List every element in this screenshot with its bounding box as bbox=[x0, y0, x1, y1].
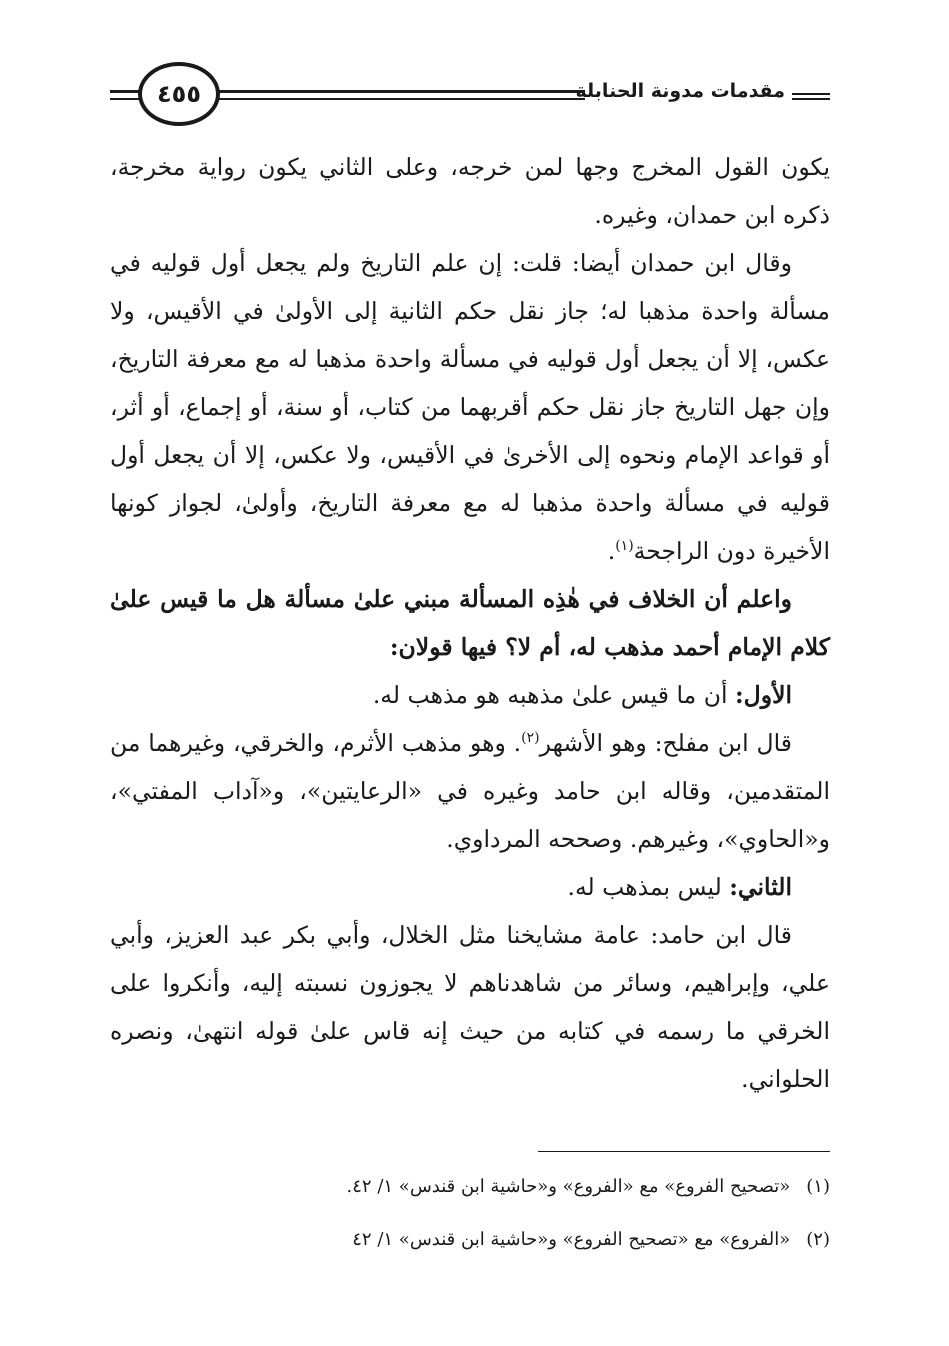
footnote bbox=[110, 1213, 830, 1266]
header-rule bbox=[210, 90, 585, 100]
footnote-text: «الفروع» مع «تصحيح الفروع» و«حاشية ابن قندس» ١/ ٤٢ bbox=[352, 1229, 791, 1250]
page-number: ٤٥٥ bbox=[138, 62, 220, 126]
paragraph-text: قال ابن مفلح: وهو الأشهر bbox=[539, 729, 792, 757]
footnotes bbox=[110, 1160, 830, 1266]
header-ornament-right bbox=[792, 93, 830, 100]
paragraph bbox=[110, 863, 830, 911]
second-opinion-label: الثاني: bbox=[729, 873, 792, 901]
paragraph bbox=[110, 239, 830, 575]
paragraph-text: . وهو مذهب الأثرم، والخرقي، وغيرهما من المتقدمين، وقاله ابن حامد وغيره في «الرعايتين»، و«آداب المفتي»، و«الحاوي»، وغيرهم. وصححه المرداوي. bbox=[110, 729, 830, 853]
footnote-separator bbox=[538, 1151, 830, 1152]
paragraph-text: ليس بمذهب له. bbox=[567, 873, 730, 901]
page-header bbox=[110, 62, 830, 122]
first-opinion-label: الأول: bbox=[734, 681, 792, 709]
footnote-number: (٢) bbox=[806, 1229, 830, 1250]
punctuation: . bbox=[607, 537, 616, 565]
paragraph: يكون القول المخرج وجها لمن خرجه، وعلى الثاني يكون رواية مخرجة، ذكره ابن حمدان، وغيره. bbox=[110, 153, 830, 229]
footnote-ref: (١) bbox=[615, 538, 634, 555]
paragraph: قال ابن حامد: عامة مشايخنا مثل الخلال، وأبي بكر عبد العزيز، وأبي علي، وإبراهيم، وسائر من شاهدناهم لا يجوزون نسبته إليه، وأنكروا على الخرقي ما رسمه في كتابه من حيث إنه قاس علىٰ قوله انتهىٰ، ونصره الحلواني. bbox=[110, 921, 830, 1093]
paragraph bbox=[110, 719, 830, 863]
paragraph-text: أن ما قيس علىٰ مذهبه هو مذهب له. bbox=[372, 681, 735, 709]
footnote bbox=[110, 1160, 830, 1213]
paragraph-bold: واعلم أن الخلاف في هٰذِه المسألة مبني علىٰ مسألة هل ما قيس علىٰ كلام الإمام أحمد مذهب له، أم لا؟ فيها قولان: bbox=[110, 585, 830, 661]
footnote-text: «تصحيح الفروع» مع «الفروع» و«حاشية ابن قندس» ١/ ٤٢. bbox=[346, 1176, 791, 1197]
paragraph bbox=[110, 671, 830, 719]
header-rule-left bbox=[110, 90, 140, 100]
footnote-number: (١) bbox=[806, 1176, 830, 1197]
running-title: مقدمات مدونة الحنابلة bbox=[575, 80, 785, 102]
paragraph-text: وقال ابن حمدان أيضا: قلت: إن علم التاريخ ولم يجعل أول قوليه في مسألة واحدة مذهبا له؛ جاز نقل حكم الثانية إلى الأولىٰ في الأقيس، ولا عكس، إلا أن يجعل أول قوليه في مسألة واحدة مذهبا له مع معرفة التاريخ، وإن جهل التاريخ جاز نقل حكم أقربهما من كتاب، أو سنة، أو إجماع، أو أثر، أو قواعد الإمام ونحوه إلى الأخرىٰ في الأقيس، ولا عكس، إلا أن يجعل أول قوليه في مسألة واحدة مذهبا له مع معرفة التاريخ، وأولىٰ، لجواز كونها الأخيرة دون الراجحة bbox=[110, 249, 830, 565]
footnote-ref: (٢) bbox=[521, 730, 540, 747]
main-text bbox=[110, 143, 830, 1103]
